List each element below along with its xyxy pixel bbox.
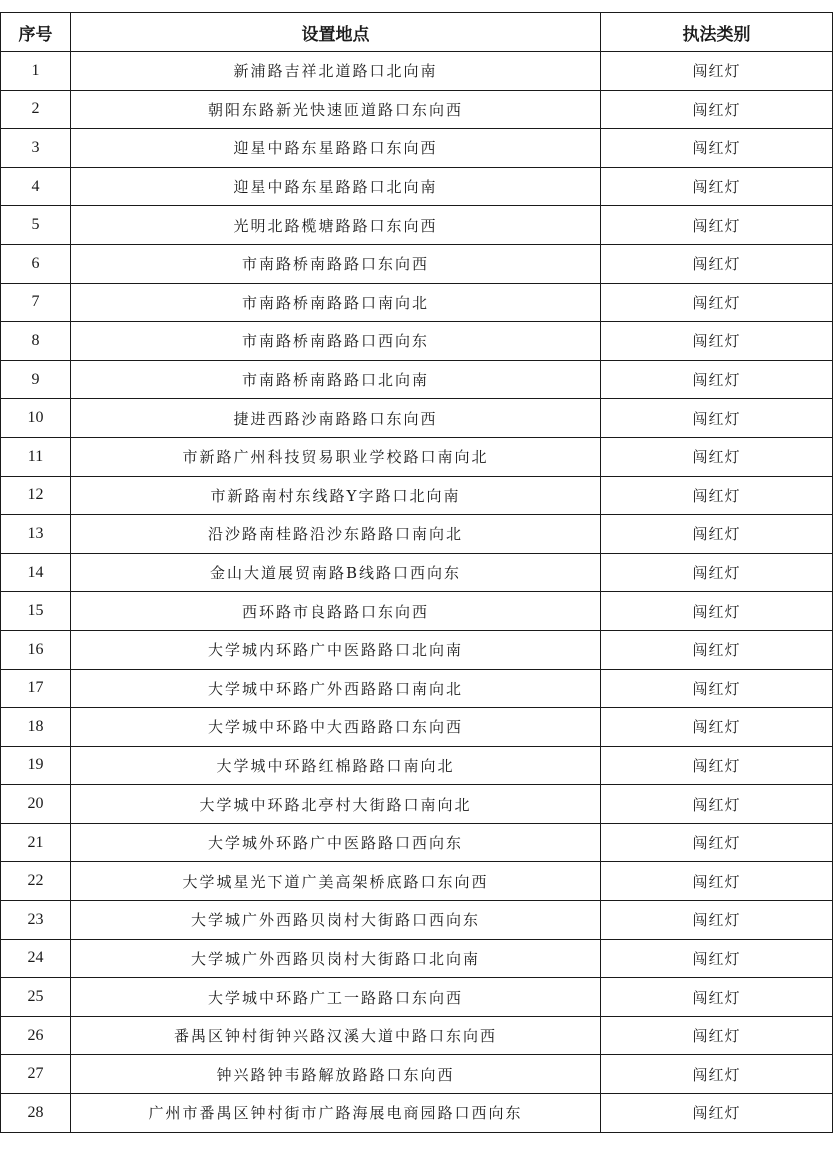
row-num-cell: 6 <box>1 244 71 283</box>
row-location-cell: 市新路南村东线路Y字路口北向南 <box>71 476 601 515</box>
row-num-cell: 9 <box>1 360 71 399</box>
table-row <box>1 90 833 129</box>
row-num-cell: 14 <box>1 553 71 592</box>
row-type-cell: 闯红灯 <box>601 90 833 129</box>
table-row <box>1 399 833 438</box>
row-type-cell: 闯红灯 <box>601 515 833 554</box>
row-num-cell: 17 <box>1 669 71 708</box>
row-location-cell: 大学城中环路北亭村大街路口南向北 <box>71 785 601 824</box>
table-row <box>1 167 833 206</box>
table-row <box>1 129 833 168</box>
row-location-cell: 番禺区钟村街钟兴路汉溪大道中路口东向西 <box>71 1016 601 1055</box>
row-location-cell: 大学城广外西路贝岗村大街路口西向东 <box>71 901 601 940</box>
row-location-cell: 大学城中环路中大西路路口东向西 <box>71 708 601 747</box>
row-type-cell: 闯红灯 <box>601 708 833 747</box>
row-num-cell: 18 <box>1 708 71 747</box>
row-location-cell: 捷进西路沙南路路口东向西 <box>71 399 601 438</box>
row-num-cell: 19 <box>1 746 71 785</box>
row-location-cell: 钟兴路钟韦路解放路路口东向西 <box>71 1055 601 1094</box>
row-num-cell: 27 <box>1 1055 71 1094</box>
row-num-cell: 1 <box>1 52 71 91</box>
table-row <box>1 515 833 554</box>
row-location-cell: 大学城星光下道广美高架桥底路口东向西 <box>71 862 601 901</box>
table-row <box>1 283 833 322</box>
row-type-cell: 闯红灯 <box>601 592 833 631</box>
table-row <box>1 206 833 245</box>
row-location-cell: 市新路广州科技贸易职业学校路口南向北 <box>71 437 601 476</box>
row-location-cell: 大学城中环路广外西路路口南向北 <box>71 669 601 708</box>
row-type-cell: 闯红灯 <box>601 901 833 940</box>
row-type-cell: 闯红灯 <box>601 244 833 283</box>
header-num: 序号 <box>1 13 71 52</box>
row-type-cell: 闯红灯 <box>601 978 833 1017</box>
row-type-cell: 闯红灯 <box>601 167 833 206</box>
row-type-cell: 闯红灯 <box>601 823 833 862</box>
header-location: 设置地点 <box>71 13 601 52</box>
table-row <box>1 592 833 631</box>
row-location-cell: 西环路市良路路口东向西 <box>71 592 601 631</box>
table-row <box>1 901 833 940</box>
row-type-cell: 闯红灯 <box>601 862 833 901</box>
document-sheet <box>0 12 832 1133</box>
row-location-cell: 大学城内环路广中医路路口北向南 <box>71 630 601 669</box>
table-row <box>1 862 833 901</box>
row-type-cell: 闯红灯 <box>601 1016 833 1055</box>
table-row <box>1 785 833 824</box>
row-num-cell: 12 <box>1 476 71 515</box>
row-num-cell: 22 <box>1 862 71 901</box>
row-num-cell: 13 <box>1 515 71 554</box>
header-row <box>1 13 833 52</box>
row-location-cell: 迎星中路东星路路口东向西 <box>71 129 601 168</box>
row-type-cell: 闯红灯 <box>601 746 833 785</box>
table-row <box>1 52 833 91</box>
row-type-cell: 闯红灯 <box>601 630 833 669</box>
table-row <box>1 244 833 283</box>
row-location-cell: 大学城中环路广工一路路口东向西 <box>71 978 601 1017</box>
row-type-cell: 闯红灯 <box>601 1094 833 1133</box>
row-location-cell: 光明北路榄塘路路口东向西 <box>71 206 601 245</box>
table-row <box>1 476 833 515</box>
table-row <box>1 939 833 978</box>
row-num-cell: 7 <box>1 283 71 322</box>
row-type-cell: 闯红灯 <box>601 360 833 399</box>
row-type-cell: 闯红灯 <box>601 785 833 824</box>
table-row <box>1 823 833 862</box>
row-type-cell: 闯红灯 <box>601 1055 833 1094</box>
row-num-cell: 3 <box>1 129 71 168</box>
table-row <box>1 322 833 361</box>
row-type-cell: 闯红灯 <box>601 283 833 322</box>
row-num-cell: 25 <box>1 978 71 1017</box>
row-location-cell: 大学城外环路广中医路路口西向东 <box>71 823 601 862</box>
row-num-cell: 4 <box>1 167 71 206</box>
row-num-cell: 10 <box>1 399 71 438</box>
row-location-cell: 新浦路吉祥北道路口北向南 <box>71 52 601 91</box>
row-location-cell: 朝阳东路新光快速匝道路口东向西 <box>71 90 601 129</box>
row-num-cell: 15 <box>1 592 71 631</box>
row-location-cell: 广州市番禺区钟村街市广路海展电商园路口西向东 <box>71 1094 601 1133</box>
table-row <box>1 978 833 1017</box>
row-num-cell: 24 <box>1 939 71 978</box>
row-type-cell: 闯红灯 <box>601 553 833 592</box>
row-type-cell: 闯红灯 <box>601 52 833 91</box>
table-row <box>1 746 833 785</box>
table-row <box>1 1055 833 1094</box>
enforcement-locations-table <box>0 12 833 1133</box>
table-row <box>1 437 833 476</box>
row-num-cell: 28 <box>1 1094 71 1133</box>
row-location-cell: 沿沙路南桂路沿沙东路路口南向北 <box>71 515 601 554</box>
row-num-cell: 21 <box>1 823 71 862</box>
table-row <box>1 630 833 669</box>
row-location-cell: 迎星中路东星路路口北向南 <box>71 167 601 206</box>
row-num-cell: 8 <box>1 322 71 361</box>
table-row <box>1 360 833 399</box>
row-num-cell: 5 <box>1 206 71 245</box>
row-location-cell: 金山大道展贸南路B线路口西向东 <box>71 553 601 592</box>
table-header <box>1 13 833 52</box>
row-type-cell: 闯红灯 <box>601 939 833 978</box>
row-type-cell: 闯红灯 <box>601 669 833 708</box>
row-num-cell: 16 <box>1 630 71 669</box>
table-row <box>1 553 833 592</box>
row-type-cell: 闯红灯 <box>601 476 833 515</box>
row-location-cell: 大学城广外西路贝岗村大街路口北向南 <box>71 939 601 978</box>
row-location-cell: 市南路桥南路路口南向北 <box>71 283 601 322</box>
table-body <box>1 52 833 1133</box>
row-num-cell: 11 <box>1 437 71 476</box>
row-location-cell: 大学城中环路红棉路路口南向北 <box>71 746 601 785</box>
table-row <box>1 1016 833 1055</box>
row-type-cell: 闯红灯 <box>601 206 833 245</box>
row-num-cell: 20 <box>1 785 71 824</box>
row-location-cell: 市南路桥南路路口西向东 <box>71 322 601 361</box>
table-row <box>1 669 833 708</box>
table-row <box>1 1094 833 1133</box>
row-type-cell: 闯红灯 <box>601 322 833 361</box>
row-location-cell: 市南路桥南路路口东向西 <box>71 244 601 283</box>
row-location-cell: 市南路桥南路路口北向南 <box>71 360 601 399</box>
row-type-cell: 闯红灯 <box>601 399 833 438</box>
row-num-cell: 2 <box>1 90 71 129</box>
row-type-cell: 闯红灯 <box>601 129 833 168</box>
row-num-cell: 23 <box>1 901 71 940</box>
row-type-cell: 闯红灯 <box>601 437 833 476</box>
header-type: 执法类别 <box>601 13 833 52</box>
table-row <box>1 708 833 747</box>
row-num-cell: 26 <box>1 1016 71 1055</box>
